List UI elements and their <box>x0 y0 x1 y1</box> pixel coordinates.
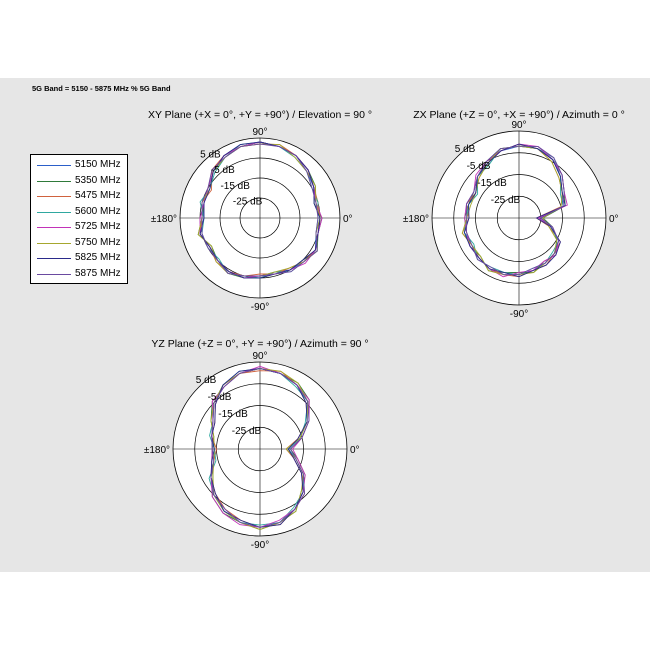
radial-tick-label: -15 dB <box>477 178 507 190</box>
angle-label-neg90: -90° <box>509 309 529 320</box>
angle-label-180: ±180° <box>143 445 170 456</box>
radial-tick-label: -5 dB <box>207 392 232 404</box>
angle-label-90: 90° <box>252 351 268 362</box>
angle-label-180: ±180° <box>402 214 429 225</box>
legend-label: 5875 MHz <box>75 267 121 279</box>
radial-tick-label: -15 dB <box>218 409 248 421</box>
angle-label-0: 0° <box>350 445 360 456</box>
radial-tick-label: 5 dB <box>195 375 217 387</box>
angle-label-90: 90° <box>511 120 527 131</box>
legend-label: 5150 MHz <box>75 159 121 170</box>
plot-title: ZX Plane (+Z = 0°, +X = +90°) / Azimuth = 0 ° <box>413 109 625 121</box>
plot-title: YZ Plane (+Z = 0°, +Y = +90°) / Azimuth = 90 ° <box>151 338 369 350</box>
angle-label-90: 90° <box>252 127 268 138</box>
radial-tick-label: -5 dB <box>466 161 491 173</box>
angle-label-neg90: -90° <box>250 540 270 551</box>
legend-label: 5825 MHz <box>75 252 121 263</box>
radial-tick-label: -25 dB <box>232 196 263 208</box>
band-title: 5G Band = 5150 - 5875 MHz % 5G Band <box>32 84 171 93</box>
radial-tick-label: 5 dB <box>200 149 221 161</box>
radial-tick-label: -25 dB <box>231 426 262 438</box>
plot-title: XY Plane (+X = 0°, +Y = +90°) / Elevation = 90 ° <box>147 109 373 121</box>
angle-label-neg90: -90° <box>250 302 270 313</box>
radial-tick-label: -15 dB <box>220 180 250 192</box>
radial-tick-label: 5 dB <box>454 144 476 156</box>
legend-label: 5350 MHz <box>75 174 121 186</box>
legend-label: 5750 MHz <box>75 236 121 248</box>
radial-tick-label: -25 dB <box>490 195 521 207</box>
legend-label: 5475 MHz <box>75 190 121 201</box>
angle-label-0: 0° <box>343 214 353 225</box>
legend-label: 5725 MHz <box>75 221 121 232</box>
radial-tick-label: -5 dB <box>210 165 235 177</box>
legend-label: 5600 MHz <box>75 205 121 217</box>
angle-label-0: 0° <box>609 214 619 225</box>
angle-label-180: ±180° <box>150 214 177 225</box>
